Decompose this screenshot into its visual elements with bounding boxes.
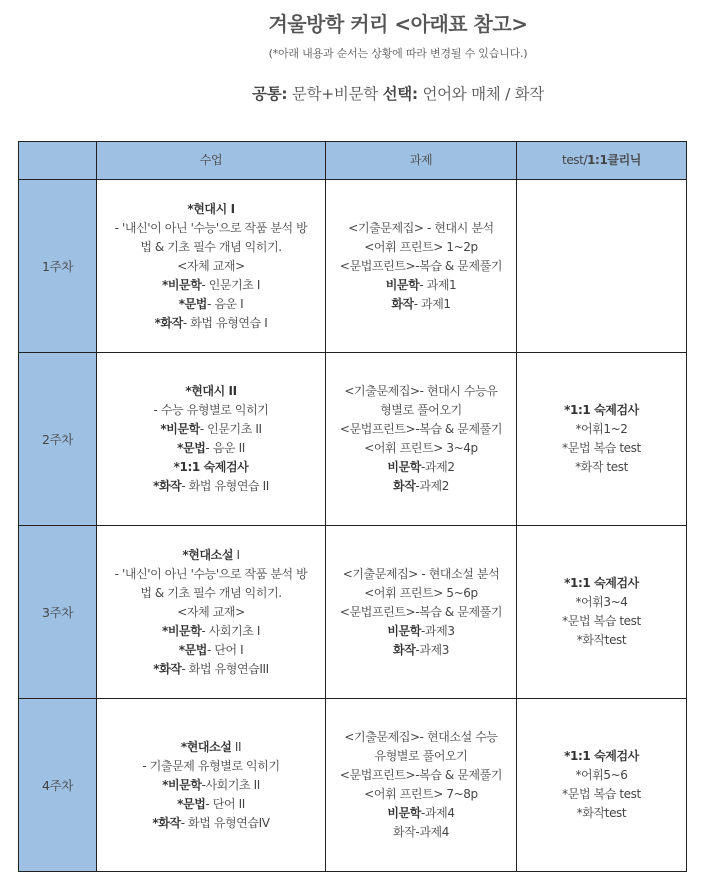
homework-line [330, 439, 512, 458]
homework-line-bold: 화작 [393, 479, 416, 493]
class-line-bold: *문법 [178, 642, 207, 657]
homework-line-text: -과제3 [415, 642, 449, 657]
curriculum-table [18, 141, 687, 872]
homework-line-text: 형별로 풀어오기 [380, 403, 462, 417]
class-line [101, 641, 321, 660]
test-cell [517, 699, 687, 872]
class-line-bold: *비문학 [160, 422, 200, 436]
class-line-bold: *1:1 숙제검사 [173, 460, 249, 474]
class-line [101, 200, 321, 219]
test-line [521, 747, 682, 766]
homework-line-text: <문법프린트>-복습 & 문제풀기 [339, 422, 503, 436]
homework-line [330, 584, 512, 603]
week-cell: 4주차 [19, 699, 97, 872]
homework-cell [326, 699, 517, 872]
table-body [19, 180, 687, 872]
class-line-text: - 인문기초 I [201, 277, 261, 292]
class-line [101, 420, 321, 439]
class-line-text: - 음운 II [205, 441, 245, 455]
test-line [521, 439, 682, 458]
class-line-text: <자체 교재> [177, 604, 245, 619]
class-line-text: - 단어 II [205, 796, 245, 811]
homework-cell [326, 180, 517, 353]
homework-line-text: <문법프린트>-복습 & 문제풀기 [339, 258, 503, 273]
test-line-text: *문법 복습 test [562, 441, 641, 455]
test-line-text: *화작 test [575, 460, 628, 474]
class-line [101, 795, 321, 814]
class-line-text: - 화법 유형연습 II [181, 479, 269, 493]
class-line-text: - '내신'이 아닌 '수능'으로 작품 분석 방 [114, 566, 308, 581]
class-line [101, 814, 321, 833]
class-line-bold: *현대시 II [185, 384, 237, 398]
homework-line-text: <어휘 프린트> 3~4p [364, 441, 478, 455]
homework-line-text: - 과제1 [419, 277, 457, 292]
test-cell [517, 526, 687, 699]
table-row [19, 699, 687, 872]
class-line [101, 603, 321, 622]
test-line [521, 612, 682, 631]
test-line [521, 804, 682, 823]
class-line [101, 546, 321, 565]
class-line [101, 219, 321, 238]
class-line [101, 584, 321, 603]
common-value: 문학+비문학 [287, 85, 383, 103]
homework-line [330, 257, 512, 276]
test-line-bold: *1:1 숙제검사 [564, 403, 639, 417]
homework-line [330, 477, 512, 496]
table-row [19, 353, 687, 526]
class-line [101, 295, 321, 314]
homework-line [330, 766, 512, 785]
class-line [101, 757, 321, 776]
page-title: 겨울방학 커리 <아래표 참고> [268, 12, 528, 36]
test-line-text: *문법 복습 test [562, 614, 641, 628]
class-line-text: 법 & 기초 필수 개념 익히기. [140, 585, 282, 600]
week-cell: 1주차 [19, 180, 97, 353]
homework-line [330, 238, 512, 257]
homework-line-text: <어휘 프린트> 1~2p [364, 239, 478, 254]
week-cell: 2주차 [19, 353, 97, 526]
homework-line-text: <어휘 프린트> 7~8p [364, 787, 478, 801]
class-line [101, 565, 321, 584]
test-line [521, 574, 682, 593]
table-header-row [19, 142, 687, 180]
class-line-bold: *화작 [154, 315, 183, 330]
homework-line-bold: 비문학 [387, 806, 421, 820]
table-row [19, 526, 687, 699]
homework-line [330, 823, 512, 842]
class-line-bold: *현대소설 [180, 739, 232, 754]
homework-cell [326, 353, 517, 526]
class-line-text: -사회기초 II [201, 777, 260, 792]
header-test [517, 142, 687, 180]
test-line-text: *어휘5~6 [575, 768, 628, 782]
test-line [521, 458, 682, 477]
test-line-bold: *1:1 숙제검사 [564, 749, 639, 763]
homework-line-text: 화작-과제4 [393, 825, 449, 839]
class-line-text: <자체 교재> [177, 258, 245, 273]
class-line-text: - 음운 I [206, 296, 244, 311]
homework-line-bold: 화작 [393, 642, 416, 657]
homework-line [330, 622, 512, 641]
class-line [101, 458, 321, 477]
homework-line-bold: 화작 [391, 296, 414, 311]
class-line [101, 738, 321, 757]
class-line [101, 622, 321, 641]
homework-line-bold: 비문학 [385, 277, 420, 292]
header-test-bold: 1:1클리닉 [587, 153, 641, 167]
homework-line [330, 401, 512, 420]
test-line [521, 420, 682, 439]
class-line [101, 401, 321, 420]
header-homework: 과제 [326, 142, 517, 180]
test-line-text: *문법 복습 test [562, 787, 641, 801]
class-line [101, 314, 321, 333]
homework-line-text: <기출문제집> - 현대시 분석 [348, 220, 494, 235]
test-line-text: *어휘1~2 [575, 422, 628, 436]
homework-line [330, 785, 512, 804]
class-line-bold: *비문학 [162, 777, 202, 792]
homework-line-text: -과제2 [415, 479, 449, 493]
class-cell [97, 353, 326, 526]
homework-line [330, 219, 512, 238]
header-class: 수업 [97, 142, 326, 180]
test-line [521, 401, 682, 420]
homework-line-text: <기출문제집>- 현대시 수능유 [344, 384, 498, 398]
class-line-bold: *비문학 [161, 277, 202, 292]
homework-line-text: <문법프린트>-복습 & 문제풀기 [339, 604, 503, 619]
class-line-bold: *화작 [153, 479, 182, 493]
homework-line [330, 276, 512, 295]
class-line [101, 776, 321, 795]
class-line-text: - 수능 유형별로 익히기 [153, 403, 269, 417]
header-test-prefix: test/ [562, 153, 588, 167]
homework-line-text: -과제2 [421, 460, 455, 474]
class-line-text: - 사회기초 I [201, 623, 261, 638]
class-line-text: II [231, 739, 242, 754]
test-cell [517, 353, 687, 526]
homework-line [330, 295, 512, 314]
class-cell [97, 180, 326, 353]
class-line-bold: *문법 [177, 441, 206, 455]
class-line-text: - 화법 유형연습 I [182, 315, 268, 330]
class-line-text: - 화법 유형연습IV [180, 815, 270, 830]
homework-line-bold: 비문학 [387, 460, 421, 474]
class-line-text: - 단어 I [206, 642, 244, 657]
homework-line-text: - 과제1 [413, 296, 451, 311]
class-line [101, 238, 321, 257]
homework-line-text: <기출문제집>- 현대소설 수능 [344, 730, 498, 744]
class-line-bold: *비문학 [161, 623, 202, 638]
homework-line [330, 641, 512, 660]
test-line [521, 631, 682, 650]
class-line-bold: *문법 [177, 796, 206, 811]
class-line-bold: *화작 [152, 815, 181, 830]
homework-line [330, 420, 512, 439]
homework-line [330, 747, 512, 766]
test-line-text: *화작test [576, 806, 627, 820]
select-label: 선택: [382, 85, 418, 103]
test-line [521, 785, 682, 804]
homework-line [330, 565, 512, 584]
class-line-text: - 기출문제 유형별로 익히기 [142, 758, 280, 773]
homework-line [330, 804, 512, 823]
header-week [19, 142, 97, 180]
homework-line [330, 382, 512, 401]
class-line [101, 276, 321, 295]
class-line-bold: *현대소설 [182, 547, 234, 562]
homework-line-text: -과제3 [421, 623, 455, 638]
class-cell [97, 526, 326, 699]
class-line-text: - 화법 유형연습III [181, 661, 269, 676]
homework-line-text: <문법프린트>-복습 & 문제풀기 [339, 768, 503, 782]
homework-line [330, 728, 512, 747]
class-line-bold: *화작 [153, 661, 182, 676]
homework-cell [326, 526, 517, 699]
notice-text: (*아래 내용과 순서는 상황에 따라 변경될 수 있습니다.) [268, 47, 528, 60]
class-line-text: - '내신'이 아닌 '수능'으로 작품 분석 방 [114, 220, 308, 235]
homework-line-text: <어휘 프린트> 5~6p [364, 585, 478, 600]
table-row [19, 180, 687, 353]
class-line-text: - 인문기초 II [199, 422, 262, 436]
class-line-bold: *문법 [178, 296, 207, 311]
test-line-text: *화작test [576, 633, 627, 647]
test-line-bold: *1:1 숙제검사 [564, 576, 639, 590]
select-value: 언어와 매체 / 화작 [417, 85, 544, 103]
test-line-text: *어휘3~4 [575, 595, 628, 609]
homework-line [330, 603, 512, 622]
homework-line-bold: 비문학 [387, 623, 421, 638]
class-cell [97, 699, 326, 872]
homework-line-text: 유형별로 풀어오기 [374, 749, 468, 763]
test-line [521, 766, 682, 785]
common-label: 공통: [252, 85, 288, 103]
class-line-text: 법 & 기초 필수 개념 익히기. [140, 239, 282, 254]
class-line [101, 477, 321, 496]
test-cell [517, 180, 687, 353]
homework-line-text: -과제4 [421, 806, 455, 820]
class-line [101, 382, 321, 401]
class-line [101, 257, 321, 276]
class-line [101, 439, 321, 458]
subjects-line [0, 82, 706, 104]
class-line-text: I [233, 547, 240, 562]
class-line-bold: *현대시 I [187, 201, 235, 216]
test-line [521, 593, 682, 612]
week-cell: 3주차 [19, 526, 97, 699]
homework-line [330, 458, 512, 477]
homework-line-text: <기출문제집> - 현대소설 분석 [342, 566, 500, 581]
class-line [101, 660, 321, 679]
